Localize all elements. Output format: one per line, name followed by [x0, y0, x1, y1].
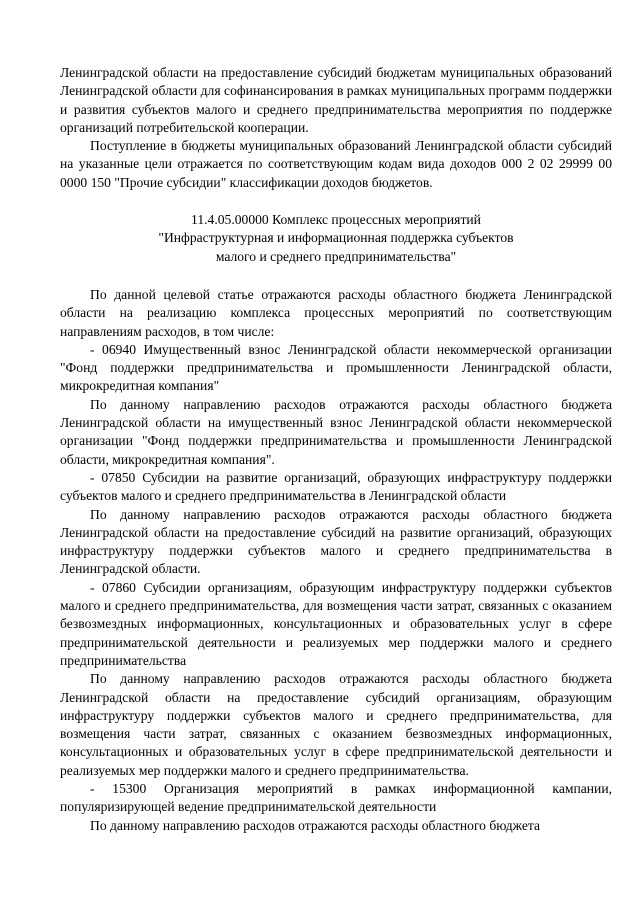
document-page: [60, 64, 612, 835]
section-heading-line: 11.4.05.00000 Комплекс процессных мероприятий: [191, 212, 481, 228]
list-item-07860: - 07860 Субсидии организациям, образующим инфраструктуру поддержки субъектов малого и среднего предпринимательства, для возмещения части затрат, связанных с оказанием безвозмездных информационных, консультационных и образовательных услуг в сфере предпринимательской деятельности и реализуемых мер поддержки малого и среднего предпринимательства: [60, 579, 612, 668]
list-item-06940: - 06940 Имущественный взнос Ленинградской области некоммерческой организации "Фонд поддержки предпринимательства и промышленности Ленинградской области, микрокредитная компания": [60, 341, 612, 394]
paragraph: Ленинградской области на предоставление субсидий бюджетам муниципальных образований Ленинградской области для софинансирования в рамках муниципальных программ поддержки и развития субъектов малого и среднего предпринимательства мероприятия по поддержке организаций потребительской кооперации.: [60, 65, 612, 135]
paragraph: По данному направлению расходов отражаются расходы областного бюджета Ленинградской области на предоставление субсидий на развитие организаций, образующих инфраструктуру поддержки субъектов малого и среднего предпринимательства в Ленинградской области.: [60, 506, 612, 577]
paragraph: По данному направлению расходов отражаются расходы областного бюджета Ленинградской области на имущественный взнос Ленинградской области некоммерческой организации "Фонд поддержки предпринимательства и промышленности Ленинградской области, микрокредитная компания".: [60, 396, 612, 467]
paragraph: По данной целевой статье отражаются расходы областного бюджета Ленинградской области на реализацию комплекса процессных мероприятий по соответствующим направлениям расходов, в том числе:: [60, 286, 612, 339]
list-item-07850: - 07850 Субсидии на развитие организаций, образующих инфраструктуру поддержки субъектов малого и среднего предпринимательства в Ленинградской области: [60, 469, 612, 504]
section-heading-line: малого и среднего предпринимательства": [215, 248, 457, 264]
paragraph: По данному направлению расходов отражаются расходы областного бюджета: [90, 817, 541, 833]
paragraphs-top: [60, 64, 612, 192]
paragraphs-bottom: [60, 286, 612, 835]
paragraph: Поступление в бюджеты муниципальных образований Ленинградской области субсидий на указанные цели отражается по соответствующим кодам вида доходов 000 2 02 29999 00 0000 150 "Прочие субсидии" классификации доходов бюджетов.: [60, 138, 612, 190]
list-item-15300: - 15300 Организация мероприятий в рамках информационной кампании, популяризирующей ведение предпринимательской деятельности: [60, 780, 612, 815]
section-heading-line: "Инфраструктурная и информационная поддержка субъектов: [158, 230, 514, 246]
paragraph: По данному направлению расходов отражаются расходы областного бюджета Ленинградской области на предоставление субсидий организациям, образующим инфраструктуру поддержки субъектов малого и среднего предпринимательства, для возмещения части затрат, связанных с оказанием безвозмездных информационных, консультационных и образовательных услуг в сфере предпринимательской деятельности и реализуемых мер поддержки малого и среднего предпринимательства.: [60, 671, 612, 778]
section-heading: [60, 211, 612, 266]
